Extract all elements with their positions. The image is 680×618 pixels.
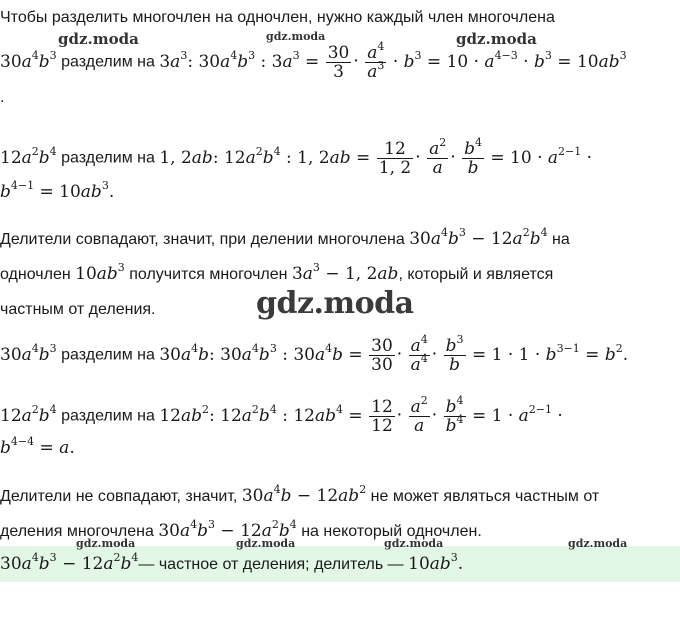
watermark: gdz.moda [456, 30, 537, 48]
diff-divisors-2: деления многочлена $30a^4b^3 - 12a^2b^4$ на некоторый одночлен. [0, 518, 482, 541]
answer-line: $30a^4b^3$ − $12a^2b^4—$ частное от деления; делитель — $10ab^3$. [0, 551, 464, 574]
watermark: gdz.moda [76, 537, 136, 550]
intro-text: Чтобы разделить многочлен на одночлен, нужно каждый член многочлена [0, 9, 555, 26]
same-divisors-3: частным от деления. [0, 301, 156, 318]
dot-line: . [0, 89, 5, 106]
step-4-cont: $b^{4-4} = a$. [0, 435, 75, 458]
step-2-cont: $b^{4-1} = 10ab^3$. [0, 179, 115, 202]
step-4: $12a^2b^4$ разделим на $12ab^2$: $12a^2b^4$ : $12ab^4$ = $\frac{12}{12}$ · $\frac{a^2}{a}$ · $\frac{b^4}{b^4}$ = $1 \cdot a^{2-1}$ · [0, 394, 563, 436]
watermark: gdz.moda [384, 537, 444, 550]
watermark: gdz.moda [266, 30, 326, 43]
watermark: gdz.moda [58, 30, 139, 48]
step-1: $30a^4b^3$ разделим на $3a^3$: $30a^4b^3$ : $3a^3$ = $\frac{30}{3}$ · $\frac{a^4}{a^3}$ · $b^3 = 10 \cdot a^{4-3} \cdot b^3 = 10ab^3$ [0, 40, 627, 82]
watermark-large: gdz.moda [256, 286, 414, 321]
step-3: $30a^4b^3$ разделим на $30a^4b$: $30a^4b^3$ : $30a^4b$ = $\frac{30}{30}$ · $\frac{a^4}{a^4}$ · $\frac{b^3}{b}$ = $1 \cdot 1 \cdot b^{3-1} = b^2$. [0, 333, 629, 375]
same-divisors-2: одночлен $10ab^3$ получится многочлен $3a^3 - 1$, 2ab, который и является [0, 261, 554, 284]
same-divisors-1: Делители совпадают, значит, при делении многочлена $30a^4b^3 - 12a^2b^4$ на [0, 226, 570, 249]
diff-divisors-1: Делители не совпадают, значит, $30a^4b - 12ab^2$ не может являться частным от [0, 483, 600, 506]
watermark: gdz.moda [568, 537, 628, 550]
watermark: gdz.moda [236, 537, 296, 550]
divide-label: разделим на [61, 149, 155, 167]
step-2: $12a^2b^4$ разделим на 1, 2ab: $12a^2b^4$ : 1, 2ab = $\frac{12}{1, 2}$ · $\frac{a^2}{a}$ · $\frac{b^4}{b}$ = $10 \cdot a^{2-1}$ · [0, 136, 593, 178]
divide-label: разделим на [61, 53, 155, 71]
